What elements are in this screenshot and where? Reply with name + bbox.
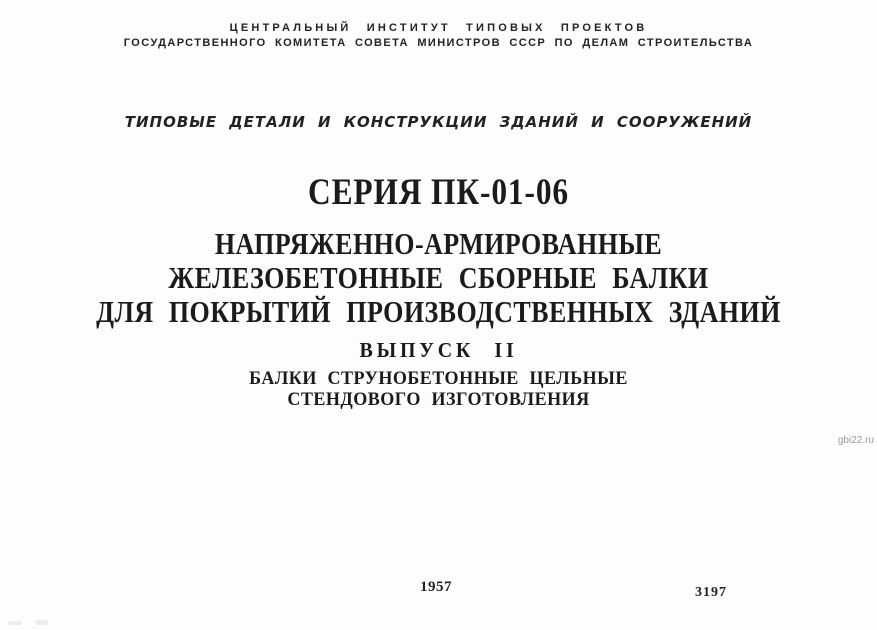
subtitle-line1: БАЛКИ СТРУНОБЕТОННЫЕ ЦЕЛЬНЫЕ — [249, 368, 628, 389]
main-title-line2: ЖЕЛЕЗОБЕТОННЫЕ СБОРНЫЕ БАЛКИ — [168, 260, 709, 295]
main-title-line1: НАПРЯЖЕННО-АРМИРОВАННЫЕ — [214, 226, 663, 261]
main-title-line3: ДЛЯ ПОКРЫТИЙ ПРОИЗВОДСТВЕННЫХ ЗДАНИЙ — [96, 294, 781, 329]
publisher-name-line2: ГОСУДАРСТВЕННОГО КОМИТЕТА СОВЕТА МИНИСТРОВ СССР ПО ДЕЛАМ СТРОИТЕЛЬСТВА — [123, 37, 754, 49]
publisher-name-line1: ЦЕНТРАЛЬНЫЙ ИНСТИТУТ ТИПОВЫХ ПРОЕКТОВ — [229, 22, 648, 34]
subtitle-line2: СТЕНДОВОГО ИЗГОТОВЛЕНИЯ — [287, 389, 590, 410]
series-tagline: ТИПОВЫЕ ДЕТАЛИ И КОНСТРУКЦИИ ЗДАНИЙ И СООРУЖЕНИЙ — [124, 113, 753, 131]
series-title: СЕРИЯ ПК-01-06 — [308, 172, 569, 213]
scan-artifact — [36, 620, 48, 625]
publication-year: 1957 — [420, 579, 452, 595]
site-watermark: gbi22.ru — [837, 435, 874, 446]
issue-label: ВЫПУСК II — [359, 338, 518, 362]
scan-artifact — [8, 621, 22, 625]
document-number: 3197 — [695, 585, 727, 600]
